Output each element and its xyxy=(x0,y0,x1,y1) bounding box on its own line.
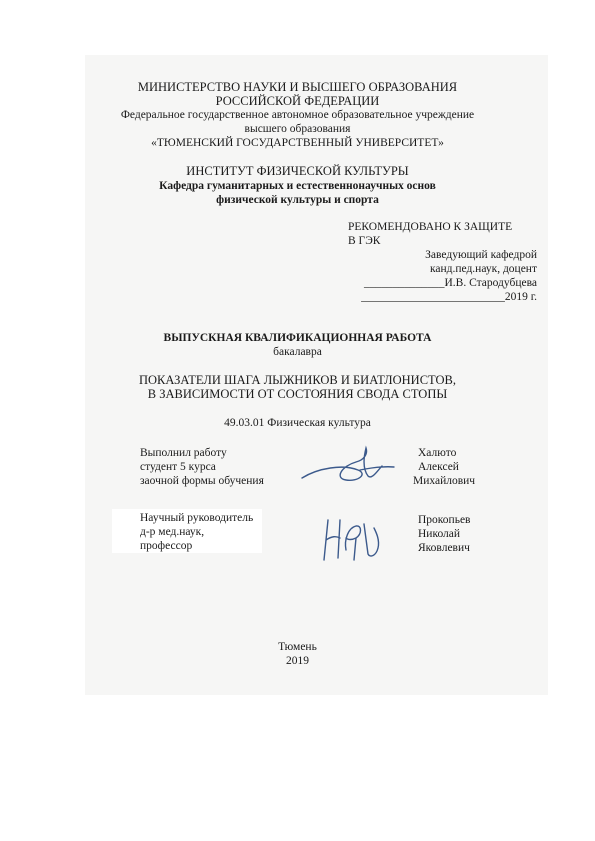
student-label-line-3: заочной формы обучения xyxy=(140,475,264,487)
approval-date-line: _________________________2019 г. xyxy=(361,291,537,303)
supervisor-label-line-1: Научный руководитель xyxy=(140,512,254,524)
ministry-line-2: РОССИЙСКОЙ ФЕДЕРАЦИИ xyxy=(215,94,380,108)
supervisor-surname: Прокопьев xyxy=(418,514,471,526)
thesis-title-line-1: ПОКАЗАТЕЛИ ШАГА ЛЫЖНИКОВ И БИАТЛОНИСТОВ, xyxy=(139,373,456,387)
supervisor-label-line-2: д-р мед.наук, xyxy=(140,526,205,538)
student-signature xyxy=(298,440,398,490)
recommended-line-1: РЕКОМЕНДОВАНО К ЗАЩИТЕ xyxy=(348,221,513,233)
university-name: «ТЮМЕНСКИЙ ГОСУДАРСТВЕННЫЙ УНИВЕРСИТЕТ» xyxy=(151,137,444,149)
head-of-department-title: Заведующий кафедрой xyxy=(425,249,537,261)
supervisor-name: Николай xyxy=(418,528,461,540)
institute-name: ИНСТИТУТ ФИЗИЧЕСКОЙ КУЛЬТУРЫ xyxy=(186,164,409,178)
ministry-line-1: МИНИСТЕРСТВО НАУКИ И ВЫСШЕГО ОБРАЗОВАНИЯ xyxy=(137,80,458,94)
supervisor-patronymic: Яковлевич xyxy=(418,542,470,554)
student-patronymic: Михайлович xyxy=(413,475,476,487)
student-label-line-1: Выполнил работу xyxy=(140,447,227,459)
student-label-line-2: студент 5 курса xyxy=(140,461,216,473)
supervisor-label-line-3: профессор xyxy=(140,540,193,552)
work-type: ВЫПУСКНАЯ КВАЛИФИКАЦИОННАЯ РАБОТА xyxy=(163,332,432,344)
student-surname: Халюто xyxy=(418,447,457,459)
specialty-code: 49.03.01 Физическая культура xyxy=(224,417,371,429)
degree-level: бакалавра xyxy=(273,346,322,358)
thesis-title-line-2: В ЗАВИСИМОСТИ ОТ СОСТОЯНИЯ СВОДА СТОПЫ xyxy=(147,387,448,401)
head-of-department-signature-line: ______________И.В. Стародубцева xyxy=(364,277,537,289)
supervisor-signature xyxy=(318,510,388,565)
organization-line-2: высшего образования xyxy=(244,123,351,135)
student-name: Алексей xyxy=(418,461,459,473)
city: Тюмень xyxy=(278,641,317,653)
department-line-1: Кафедра гуманитарных и естественнонаучных основ xyxy=(159,180,436,192)
head-of-department-degree: канд.пед.наук, доцент xyxy=(429,263,537,275)
year: 2019 xyxy=(286,655,309,667)
recommended-line-2: В ГЭК xyxy=(348,235,381,247)
organization-line-1: Федеральное государственное автономное образовательное учреждение xyxy=(120,109,475,121)
department-line-2: физической культуры и спорта xyxy=(216,194,379,206)
